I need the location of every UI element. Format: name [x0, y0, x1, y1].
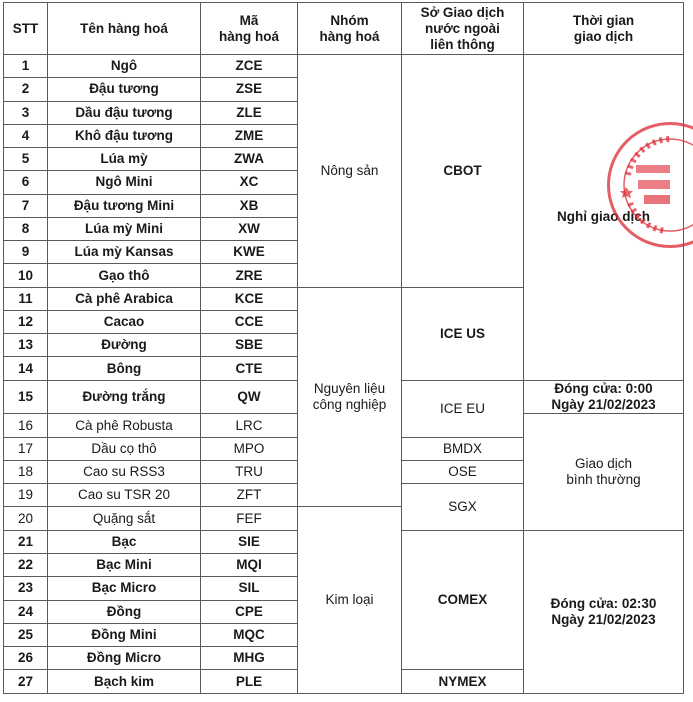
- header-code: Mã hàng hoá: [201, 3, 298, 55]
- name-cell: Lúa mỳ Mini: [48, 217, 201, 240]
- exchange-nymex: NYMEX: [402, 670, 524, 694]
- stt-cell: 14: [4, 357, 48, 380]
- name-cell: Quặng sắt: [48, 507, 201, 530]
- stt-cell: 18: [4, 460, 48, 483]
- code-cell: ZCE: [201, 55, 298, 78]
- header-name: Tên hàng hoá: [48, 3, 201, 55]
- time-suspended: Nghỉ giao dịch: [524, 55, 684, 381]
- group-agri: Nông sản: [298, 55, 402, 288]
- code-cell: ZRE: [201, 264, 298, 287]
- name-cell: Khô đậu tương: [48, 124, 201, 147]
- code-cell: ZWA: [201, 148, 298, 171]
- code-cell: XW: [201, 217, 298, 240]
- group-metals: Kim loại: [298, 507, 402, 694]
- name-cell: Bông: [48, 357, 201, 380]
- stt-cell: 19: [4, 484, 48, 507]
- name-cell: Đậu tương: [48, 78, 201, 101]
- code-cell: ZME: [201, 124, 298, 147]
- code-cell: MHG: [201, 647, 298, 670]
- name-cell: Cacao: [48, 310, 201, 333]
- stt-cell: 23: [4, 577, 48, 600]
- code-cell: MQC: [201, 623, 298, 646]
- name-cell: Ngô: [48, 55, 201, 78]
- stt-cell: 11: [4, 287, 48, 310]
- code-cell: PLE: [201, 670, 298, 694]
- code-cell: ZLE: [201, 101, 298, 124]
- exchange-cbot: CBOT: [402, 55, 524, 288]
- exchange-ose: OSE: [402, 460, 524, 483]
- name-cell: Bạc Micro: [48, 577, 201, 600]
- name-cell: Gạo thô: [48, 264, 201, 287]
- time-close-2: Đóng cửa: 02:30 Ngày 21/02/2023: [524, 530, 684, 693]
- code-cell: TRU: [201, 460, 298, 483]
- exchange-ice-eu: ICE EU: [402, 380, 524, 437]
- stt-cell: 2: [4, 78, 48, 101]
- code-cell: LRC: [201, 414, 298, 437]
- time-close-1: Đóng cửa: 0:00 Ngày 21/02/2023: [524, 380, 684, 414]
- name-cell: Dầu cọ thô: [48, 437, 201, 460]
- name-cell: Đồng: [48, 600, 201, 623]
- stt-cell: 15: [4, 380, 48, 414]
- stt-cell: 6: [4, 171, 48, 194]
- name-cell: Bạc Mini: [48, 554, 201, 577]
- code-cell: CPE: [201, 600, 298, 623]
- exchange-ice-us: ICE US: [402, 287, 524, 380]
- stt-cell: 20: [4, 507, 48, 530]
- stt-cell: 26: [4, 647, 48, 670]
- stt-cell: 27: [4, 670, 48, 694]
- stt-cell: 16: [4, 414, 48, 437]
- code-cell: SIL: [201, 577, 298, 600]
- name-cell: Dầu đậu tương: [48, 101, 201, 124]
- stt-cell: 22: [4, 554, 48, 577]
- stt-cell: 9: [4, 241, 48, 264]
- name-cell: Cà phê Arabica: [48, 287, 201, 310]
- stt-cell: 25: [4, 623, 48, 646]
- stt-cell: 1: [4, 55, 48, 78]
- header-stt: STT: [4, 3, 48, 55]
- name-cell: Bạch kim: [48, 670, 201, 694]
- stt-cell: 8: [4, 217, 48, 240]
- stt-cell: 21: [4, 530, 48, 553]
- name-cell: Ngô Mini: [48, 171, 201, 194]
- name-cell: Đồng Micro: [48, 647, 201, 670]
- commodity-table: [3, 2, 684, 694]
- code-cell: SIE: [201, 530, 298, 553]
- stt-cell: 3: [4, 101, 48, 124]
- stt-cell: 7: [4, 194, 48, 217]
- header-time: Thời gian giao dịch: [524, 3, 684, 55]
- stt-cell: 5: [4, 148, 48, 171]
- name-cell: Bạc: [48, 530, 201, 553]
- code-cell: XC: [201, 171, 298, 194]
- table-row: [4, 55, 684, 78]
- code-cell: CTE: [201, 357, 298, 380]
- official-stamp: [607, 122, 693, 248]
- code-cell: MQI: [201, 554, 298, 577]
- name-cell: Đồng Mini: [48, 623, 201, 646]
- name-cell: Đậu tương Mini: [48, 194, 201, 217]
- code-cell: CCE: [201, 310, 298, 333]
- name-cell: Cao su RSS3: [48, 460, 201, 483]
- code-cell: SBE: [201, 334, 298, 357]
- name-cell: Cà phê Robusta: [48, 414, 201, 437]
- code-cell: QW: [201, 380, 298, 414]
- stamp-seal-icon: [610, 125, 693, 245]
- header-exchange: Sở Giao dịch nước ngoài liên thông: [402, 3, 524, 55]
- stt-cell: 4: [4, 124, 48, 147]
- code-cell: FEF: [201, 507, 298, 530]
- name-cell: Đường trắng: [48, 380, 201, 414]
- header-row: [4, 3, 684, 55]
- stt-cell: 13: [4, 334, 48, 357]
- group-industrial: Nguyên liệu công nghiệp: [298, 287, 402, 507]
- name-cell: Đường: [48, 334, 201, 357]
- code-cell: KWE: [201, 241, 298, 264]
- stt-cell: 17: [4, 437, 48, 460]
- code-cell: ZFT: [201, 484, 298, 507]
- code-cell: XB: [201, 194, 298, 217]
- stt-cell: 24: [4, 600, 48, 623]
- code-cell: MPO: [201, 437, 298, 460]
- code-cell: ZSE: [201, 78, 298, 101]
- code-cell: KCE: [201, 287, 298, 310]
- name-cell: Lúa mỳ Kansas: [48, 241, 201, 264]
- name-cell: Cao su TSR 20: [48, 484, 201, 507]
- stt-cell: 10: [4, 264, 48, 287]
- name-cell: Lúa mỳ: [48, 148, 201, 171]
- stt-cell: 12: [4, 310, 48, 333]
- exchange-bmdx: BMDX: [402, 437, 524, 460]
- header-group: Nhóm hàng hoá: [298, 3, 402, 55]
- time-normal: Giao dịch bình thường: [524, 414, 684, 530]
- exchange-comex: COMEX: [402, 530, 524, 670]
- exchange-sgx: SGX: [402, 484, 524, 531]
